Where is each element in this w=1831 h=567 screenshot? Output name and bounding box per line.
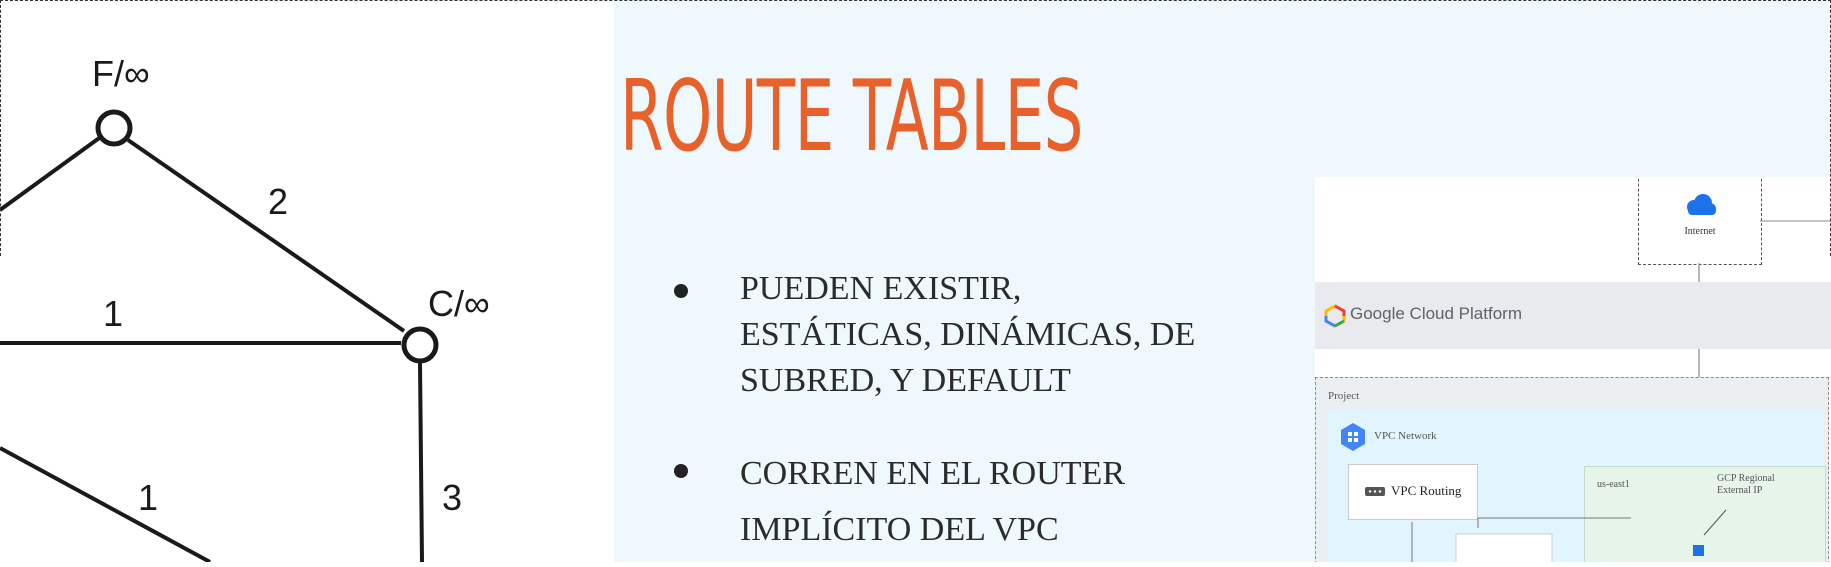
vpc-routing-label: VPC Routing (1391, 483, 1462, 498)
edge-weight-f-c: 2 (268, 181, 289, 222)
vpc-network-label: VPC Network (1374, 430, 1437, 442)
node-c (404, 329, 436, 361)
edge-f-to-c (128, 140, 404, 331)
weighted-graph (0, 0, 614, 562)
edge-weight-diagonal: 1 (138, 477, 159, 518)
node-c-label: C/∞ (428, 283, 490, 324)
external-ip-label: GCP Regional External IP (1717, 473, 1775, 496)
edge-weight-c-down: 3 (442, 477, 463, 518)
internet-label: Internet (1684, 226, 1716, 237)
edge-left-diagonal (0, 448, 210, 562)
region-label: us-east1 (1597, 479, 1630, 490)
gcp-logo-icon (1323, 304, 1347, 328)
bullet-dot (674, 284, 688, 298)
gcp-label: Google Cloud Platform (1350, 304, 1522, 323)
bullet-item (656, 446, 1216, 558)
vpc-lines (1328, 410, 1824, 562)
edge-left-to-f (0, 136, 102, 210)
gcp-header (1315, 282, 1831, 349)
architecture-diagram (1315, 177, 1831, 562)
node-f-label: F/∞ (92, 53, 150, 94)
edge-c-down (420, 363, 422, 562)
project-label: Project (1328, 390, 1360, 402)
edge-weight-left-c: 1 (103, 293, 124, 334)
node-f (98, 112, 130, 144)
vpc-network-box (1328, 410, 1824, 562)
bullet-list (656, 266, 1216, 558)
project-box (1315, 377, 1829, 562)
bullet-text: PUEDEN EXISTIR, ESTÁTICAS, DINÁMICAS, DE SUBRED, Y DEFAULT (740, 270, 1196, 399)
bullet-item (656, 266, 1216, 404)
slide-title: ROUTE TABLES (620, 60, 1083, 174)
graph-svg (0, 0, 614, 562)
bullet-dot (674, 464, 688, 478)
bullet-text: CORREN EN EL ROUTER IMPLÍCITO DEL VPC (740, 455, 1126, 548)
